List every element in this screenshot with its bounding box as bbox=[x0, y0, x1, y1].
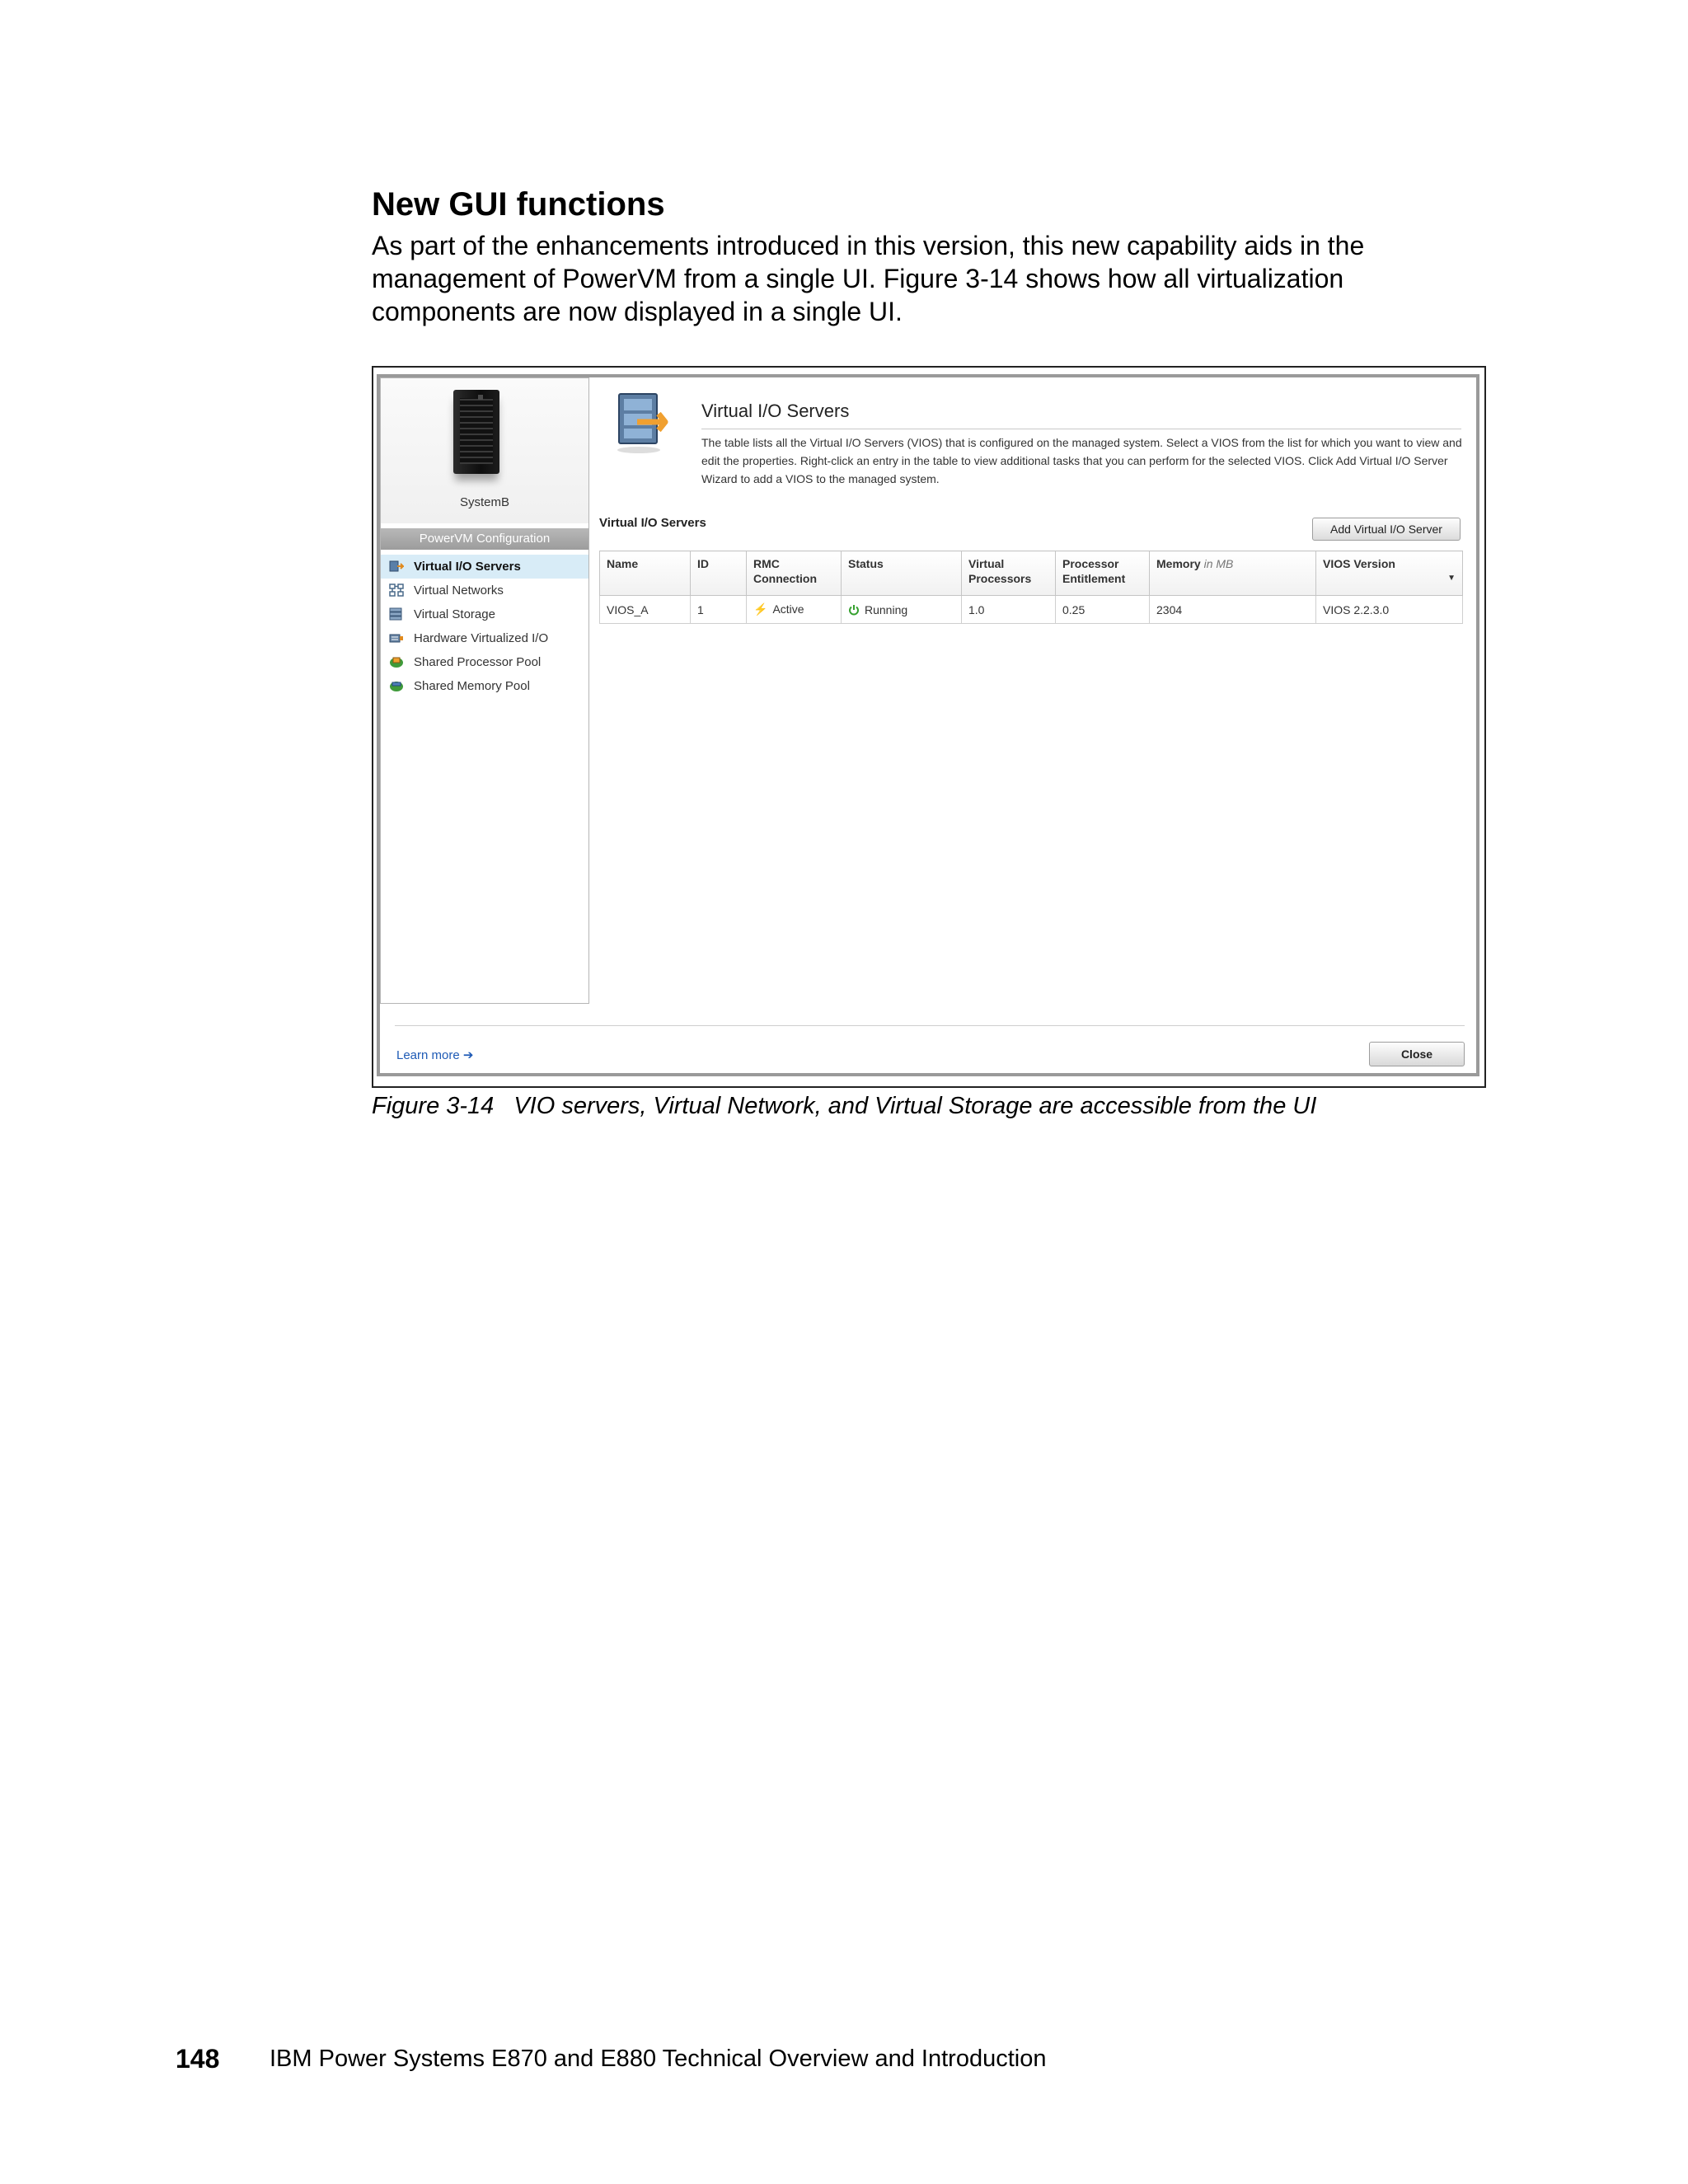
figure-caption bbox=[372, 1093, 1316, 1120]
table-header-row bbox=[600, 551, 1463, 596]
sidebar-item-virtual-storage[interactable] bbox=[381, 602, 588, 626]
panel-description: The table lists all the Virtual I/O Servers (VIOS) that is configured on the managed system. Select a VIOS from the list for which you want to view and edit the properties. Right-click an entry in the table to view additional tasks that you can perform for the selected VIOS. Click Add Virtual I/O Server Wizard to add a VIOS to the managed system. bbox=[701, 436, 1462, 485]
column-header-name[interactable]: Name bbox=[600, 551, 691, 596]
sidebar-item-label: Shared Processor Pool bbox=[414, 655, 542, 669]
table-row[interactable] bbox=[600, 596, 1463, 624]
book-title: IBM Power Systems E870 and E880 Technical Overview and Introduction bbox=[270, 2046, 1047, 2072]
add-virtual-io-server-button[interactable]: Add Virtual I/O Server bbox=[1312, 518, 1461, 541]
figure-frame bbox=[372, 366, 1486, 1088]
system-name: SystemB bbox=[459, 495, 509, 509]
sidebar-item-label: Virtual I/O Servers bbox=[414, 560, 521, 574]
sort-dropdown-icon[interactable]: ▼ bbox=[1447, 574, 1456, 583]
cell-memory: 2304 bbox=[1150, 596, 1316, 624]
processor-pool-icon bbox=[389, 655, 404, 668]
cell-name: VIOS_A bbox=[600, 596, 691, 624]
memory-pool-icon bbox=[389, 679, 404, 692]
sidebar-item-hardware-virtualized-io[interactable] bbox=[381, 626, 588, 650]
powervm-dialog bbox=[377, 374, 1479, 1076]
cell-id: 1 bbox=[691, 596, 747, 624]
power-icon bbox=[848, 604, 860, 616]
sidebar-item-label: Hardware Virtualized I/O bbox=[414, 631, 549, 645]
storage-icon bbox=[389, 607, 404, 621]
column-header-vios-version[interactable]: VIOS Version ▼ bbox=[1316, 551, 1463, 596]
sidebar-item-label: Virtual Storage bbox=[414, 607, 495, 621]
arrow-right-icon: ➔ bbox=[462, 1048, 474, 1062]
system-area bbox=[381, 378, 588, 523]
sidebar-item-virtual-networks[interactable] bbox=[381, 579, 588, 602]
cell-processor-entitlement: 0.25 bbox=[1056, 596, 1150, 624]
column-header-id[interactable]: ID bbox=[691, 551, 747, 596]
vios-icon bbox=[389, 560, 404, 573]
hardware-io-icon bbox=[389, 631, 404, 644]
sidebar-item-virtual-io-servers[interactable] bbox=[381, 555, 588, 579]
section-heading: New GUI functions bbox=[372, 186, 665, 223]
column-header-memory[interactable]: Memory in MB bbox=[1150, 551, 1316, 596]
network-icon bbox=[389, 583, 404, 597]
column-header-virtual-processors[interactable]: Virtual Processors bbox=[962, 551, 1056, 596]
table-caption: Virtual I/O Servers bbox=[599, 516, 706, 530]
server-tower-icon bbox=[453, 390, 499, 474]
memory-unit: in MB bbox=[1203, 557, 1234, 570]
footer-divider bbox=[395, 1025, 1465, 1026]
sidebar-item-label: Virtual Networks bbox=[414, 583, 504, 598]
column-header-rmc-connection[interactable]: RMC Connection bbox=[747, 551, 842, 596]
close-button[interactable]: Close bbox=[1369, 1042, 1465, 1066]
sidebar-item-label: Shared Memory Pool bbox=[414, 679, 530, 693]
learn-more-link[interactable]: Learn more ➔ bbox=[396, 1048, 474, 1062]
lightning-icon: ⚡ bbox=[753, 602, 768, 616]
intro-paragraph: As part of the enhancements introduced in this version, this new capability aids in the management of PowerVM from a single UI. Figure 3-14 shows how all virtualization components are now displayed in a single UI. bbox=[372, 231, 1365, 326]
cell-virtual-processors: 1.0 bbox=[962, 596, 1056, 624]
page-number: 148 bbox=[176, 2044, 220, 2074]
virtual-io-servers-icon bbox=[614, 389, 677, 455]
cell-vios-version: VIOS 2.2.3.0 bbox=[1316, 596, 1463, 624]
powervm-config-header: PowerVM Configuration bbox=[381, 528, 588, 550]
cell-rmc-connection: ⚡ Active bbox=[747, 596, 842, 624]
panel-title: Virtual I/O Servers bbox=[701, 401, 850, 421]
sidebar bbox=[380, 377, 589, 1004]
cell-status: Running bbox=[842, 596, 962, 624]
figure-number: Figure 3-14 bbox=[372, 1093, 495, 1119]
figure-caption-text: VIO servers, Virtual Network, and Virtual Storage are accessible from the UI bbox=[513, 1093, 1317, 1119]
column-header-status[interactable]: Status bbox=[842, 551, 962, 596]
sidebar-item-shared-processor-pool[interactable] bbox=[381, 650, 588, 674]
vios-table bbox=[599, 551, 1463, 624]
sidebar-item-shared-memory-pool[interactable] bbox=[381, 674, 588, 698]
column-header-processor-entitlement[interactable]: Processor Entitlement bbox=[1056, 551, 1150, 596]
